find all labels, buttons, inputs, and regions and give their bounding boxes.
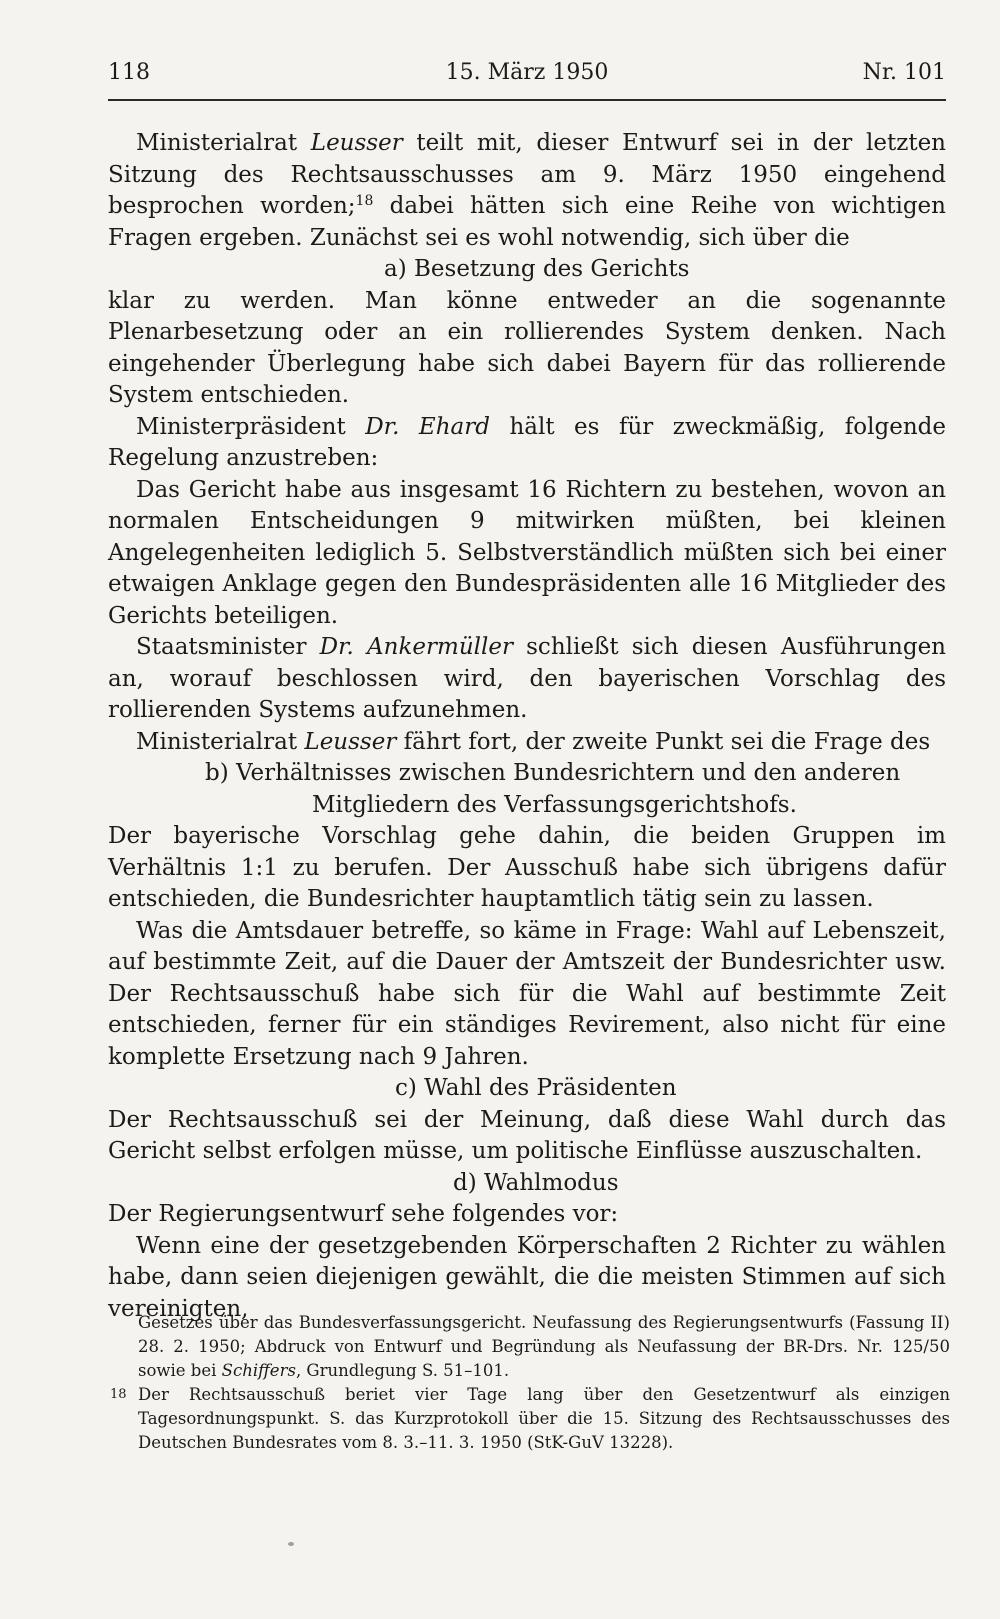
p6-pre: Ministerialrat xyxy=(136,728,305,755)
footnotes xyxy=(110,1311,950,1455)
paragraph-9: Der Rechtsausschuß sei der Meinung, daß diese Wahl durch das Gericht selbst erfolgen müsse, um politische Einflüsse auszuschalten. xyxy=(108,1106,946,1164)
p1-pre: Ministerialrat xyxy=(136,130,311,156)
heading-b-line-2: Mitgliedern des Verfassungsgerichtshofs. xyxy=(312,791,797,818)
heading-a: a) Besetzung des Gerichts xyxy=(384,256,690,282)
p6-post: fährt fort, der zweite Punkt sei die Frage des xyxy=(396,728,931,755)
page-number: 118 xyxy=(108,60,150,85)
paragraph-2: klar zu werden. Man könne entweder an die sogenannte Plenarbesetzung oder an ein rollierendes System denken. Nach eingehender Überlegung habe sich dabei Bayern für das rollierende System entschieden. xyxy=(108,287,946,408)
p5-post: schließt sich diesen Ausführungen an, worauf beschlossen wird, den bayerischen Vorschlag des rollierenden Systems aufzunehmen. xyxy=(108,634,946,723)
footnote-ref-18[interactable]: 18 xyxy=(355,193,374,209)
p3-pre: Ministerpräsident xyxy=(136,413,366,440)
footnote-number: 18 xyxy=(110,1387,127,1402)
print-speck xyxy=(288,1542,294,1546)
header-rule xyxy=(108,99,946,101)
fn-cont-post: , Grundlegung S. 51–101. xyxy=(295,1361,510,1380)
paragraph-11: Wenn eine der gesetzgebenden Körperschaften 2 Richter zu wählen habe, dann seien diejenigen gewählt, die die meisten Stimmen auf sich vereinigten, xyxy=(108,1232,946,1322)
paragraph-6 xyxy=(108,727,946,759)
speaker-name: Leusser xyxy=(310,130,403,156)
p5-pre: Staatsminister xyxy=(136,634,320,660)
paragraph-1 xyxy=(108,128,946,254)
paragraph-5 xyxy=(108,632,946,727)
cited-author: Schiffers xyxy=(221,1361,296,1380)
footnote-18 xyxy=(110,1383,950,1455)
speaker-name: Leusser xyxy=(304,728,397,755)
heading-d: d) Wahlmodus xyxy=(453,1169,619,1196)
speaker-name: Dr. Ankermüller xyxy=(319,634,513,660)
paragraph-7: Der bayerische Vorschlag gehe dahin, die beiden Gruppen im Verhältnis 1:1 zu berufen. Der Ausschuß habe sich übrigens dafür entschieden, die Bundesrichter hauptamtlich tätig sein zu lassen. xyxy=(108,823,946,912)
p1-text: teilt mit, dieser Entwurf sei in der letzten Sitzung des Rechtsausschusses am 9. März 1950 eingehend besprochen worden; xyxy=(108,130,946,219)
paragraph-3 xyxy=(108,412,946,475)
paragraph-4: Das Gericht habe aus insgesamt 16 Richtern zu bestehen, wovon an normalen Entscheidungen 9 mitwirken müßten, bei kleinen Angelegenheiten lediglich 5. Selbstverständlich müßten sich bei einer etwaigen Anklage gegen den Bundespräsidenten alle 16 Mitglieder des Gerichts beteiligen. xyxy=(108,476,946,629)
header-date: 15. März 1950 xyxy=(445,60,609,85)
paragraph-10: Der Regierungsentwurf sehe folgendes vor: xyxy=(108,1201,619,1227)
paragraph-8: Was die Amtsdauer betreffe, so käme in Frage: Wahl auf Lebenszeit, auf bestimmte Zeit, auf die Dauer der Amtszeit der Bundesrichter usw. Der Rechtsausschuß habe sich für die Wahl auf bestimmte Zeit entschieden, ferner für ein ständiges Revirement, also nicht für eine komplette Ersetzung nach 9 Jahren. xyxy=(108,917,946,1070)
running-header xyxy=(108,60,946,96)
p1-post: dabei hätten sich eine Reihe von wichtigen Fragen ergeben. Zunächst sei es wohl notwendig, sich über die xyxy=(108,193,946,251)
body-text xyxy=(108,128,946,1325)
issue-number: Nr. 101 xyxy=(862,60,946,85)
speaker-name: Dr. Ehard xyxy=(365,413,490,440)
p3-post: hält es für zweckmäßig, folgende Regelung anzustreben: xyxy=(108,413,946,471)
fn-cont-pre: Gesetzes über das Bundesverfassungsgericht. Neufassung des Regierungsentwurfs (Fassung II) 28. 2. 1950; Abdruck von Entwurf und Begründung als Neufassung der BR-Drs. Nr. 125/50 sowie bei xyxy=(138,1313,950,1380)
heading-c: c) Wahl des Präsidenten xyxy=(395,1075,677,1101)
footnote-continuation xyxy=(138,1311,950,1383)
footnote-18-text: Der Rechtsausschuß beriet vier Tage lang über den Gesetzentwurf als einzigen Tagesordnungspunkt. S. das Kurzprotokoll über die 15. Sitzung des Rechtsausschusses des Deutschen Bundesrates vom 8. 3.–11. 3. 1950 (StK-GuV 13228). xyxy=(138,1385,950,1452)
heading-b-line-1: b) Verhältnisses zwischen Bundesrichtern und den anderen xyxy=(205,760,901,786)
